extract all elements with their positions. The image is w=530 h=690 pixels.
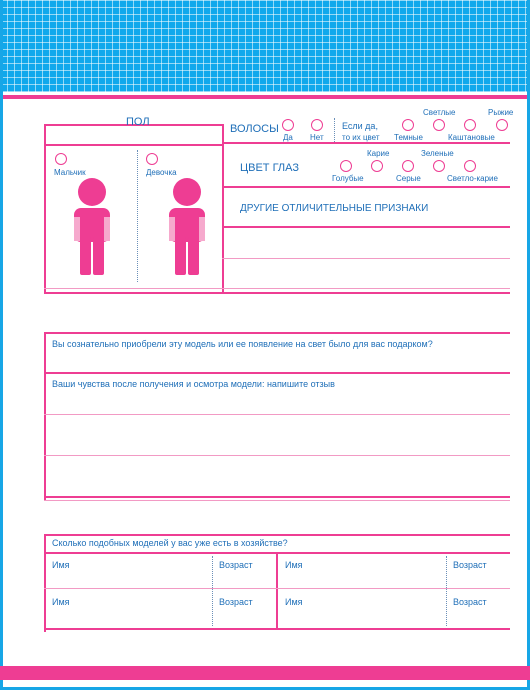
eyes-blue-radio[interactable] — [340, 160, 352, 172]
eyes-lightbrown-label: Светло-карие — [447, 174, 498, 183]
eyes-grey-label: Серые — [396, 174, 421, 183]
hair-chestnut-radio[interactable] — [464, 119, 476, 131]
row2-name-right: Имя — [285, 597, 303, 607]
eyes-lightbrown-radio[interactable] — [464, 160, 476, 172]
hair-red-radio[interactable] — [496, 119, 508, 131]
household-bottom-line — [44, 628, 510, 630]
boy-figure-icon — [70, 177, 114, 277]
other-marks-title: ДРУГИЕ ОТЛИЧИТЕЛЬНЫЕ ПРИЗНАКИ — [240, 203, 429, 214]
eyes-grey-radio[interactable] — [402, 160, 414, 172]
household-center-divider — [276, 552, 278, 630]
eyes-brown-label: Карие — [367, 149, 390, 158]
row1-age-left: Возраст — [219, 560, 253, 570]
eyes-blue-label: Голубые — [332, 174, 364, 183]
girl-label: Девочка — [146, 168, 177, 177]
household-left-dotted — [212, 556, 213, 626]
row1-name-left: Имя — [52, 560, 70, 570]
question-feelings: Ваши чувства после получения и осмотра модели: напишите отзыв — [52, 379, 335, 389]
hair-red-label: Рыжие — [488, 108, 514, 117]
hair-yes-label: Да — [283, 133, 293, 142]
feelings-line-2 — [44, 455, 510, 456]
hair-no-label: Нет — [310, 133, 324, 142]
row1-age-right: Возраст — [453, 560, 487, 570]
other-marks-line-1 — [222, 226, 510, 228]
boy-radio[interactable] — [55, 153, 67, 165]
eyes-green-radio[interactable] — [433, 160, 445, 172]
gender-divider — [137, 150, 138, 282]
questions-bottom-line — [44, 496, 510, 498]
hair-no-radio[interactable] — [311, 119, 323, 131]
footer-pink-stripe — [0, 666, 530, 680]
hair-chestnut-label: Каштановые — [448, 133, 495, 142]
other-marks-line-2 — [222, 258, 510, 259]
hair-light-label: Светлые — [423, 108, 456, 117]
hair-if-yes-line1: Если да, — [342, 121, 378, 131]
eyes-title: ЦВЕТ ГЛАЗ — [240, 162, 300, 174]
eyes-green-label: Зеленые — [421, 149, 454, 158]
question-gift: Вы сознательно приобрели эту модель или ее появление на свет было для вас подарком? — [52, 339, 433, 349]
gender-left-border — [44, 124, 46, 294]
household-left-border — [44, 534, 46, 632]
girl-figure-icon — [165, 177, 209, 277]
hair-bottom-line — [222, 142, 510, 144]
household-right-dotted — [446, 556, 447, 626]
row2-name-left: Имя — [52, 597, 70, 607]
row2-age-right: Возраст — [453, 597, 487, 607]
eyes-bottom-line — [222, 186, 510, 188]
hair-divider — [334, 118, 335, 142]
gender-right-border — [222, 124, 224, 294]
household-top-line — [44, 534, 510, 536]
hair-title: ВОЛОСЫ — [230, 123, 279, 135]
boy-label: Мальчик — [54, 168, 86, 177]
hair-dark-label: Темные — [394, 133, 424, 142]
gender-title: ПОЛ — [126, 116, 150, 128]
section1-bottom-line — [44, 292, 510, 294]
questions-bottom-thin — [44, 500, 510, 501]
girl-radio[interactable] — [146, 153, 158, 165]
row1-name-right: Имя — [285, 560, 303, 570]
household-row-divider — [44, 588, 510, 589]
household-question: Сколько подобных моделей у вас уже есть в хозяйстве? — [52, 538, 288, 548]
hair-light-radio[interactable] — [433, 119, 445, 131]
section1-bottom-thin — [44, 288, 510, 289]
gender-header-line — [44, 144, 224, 146]
hair-yes-radio[interactable] — [282, 119, 294, 131]
hair-dark-radio[interactable] — [402, 119, 414, 131]
question-gift-line — [44, 372, 510, 374]
questions-top-line — [44, 332, 510, 334]
hair-if-yes-line2: то их цвет — [342, 133, 380, 142]
eyes-brown-radio[interactable] — [371, 160, 383, 172]
questions-left-border — [44, 332, 46, 500]
row2-age-left: Возраст — [219, 597, 253, 607]
feelings-line-1 — [44, 414, 510, 415]
